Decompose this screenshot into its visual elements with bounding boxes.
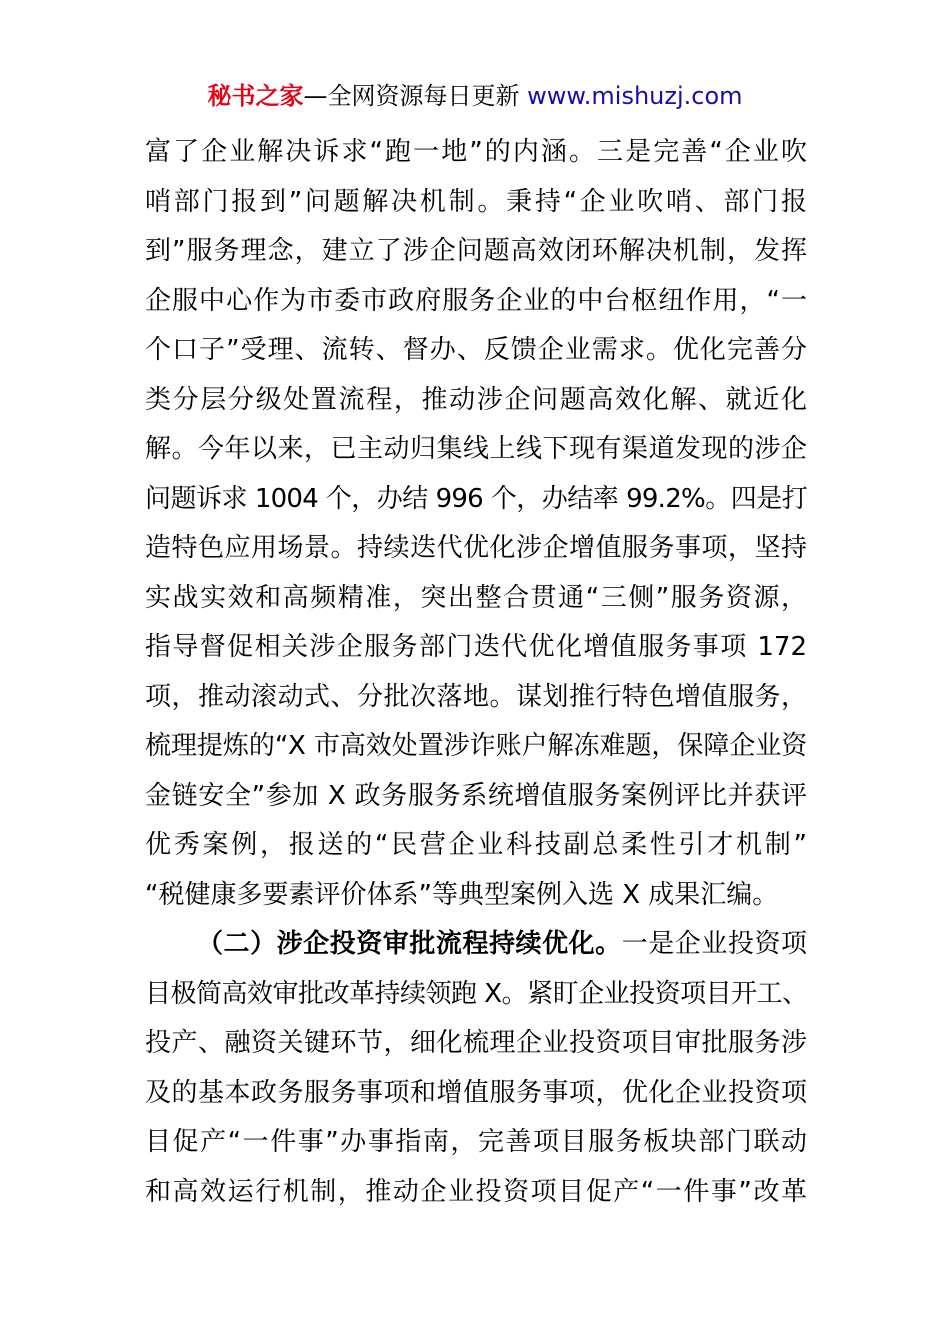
document-body bbox=[145, 128, 807, 1217]
paragraph-line: 个口子”受理、流转、督办、反馈企业需求。优化完善分 bbox=[145, 335, 807, 365]
paragraph-line: 及的基本政务服务事项和增值服务事项，优化企业投资项 bbox=[145, 1077, 807, 1108]
section-first-line-text: 一是企业投资项 bbox=[621, 929, 807, 959]
paragraph-line: 优秀案例，报送的“民营企业科技副总柔性引才机制” bbox=[145, 830, 807, 860]
paragraph-line: 富了企业解决诉求“跑一地”的内涵。三是完善“企业吹 bbox=[145, 137, 807, 167]
site-header bbox=[0, 80, 950, 112]
paragraph-line: 问题诉求 1004 个，办结 996 个，办结率 99.2%。四是打 bbox=[145, 483, 807, 514]
section-heading-line bbox=[145, 920, 807, 970]
paragraph-line: 和高效运行机制，推动企业投资项目促产“一件事”改革 bbox=[145, 1176, 807, 1207]
site-tagline: —全网资源每日更新 bbox=[303, 82, 528, 110]
paragraph-line: 金链安全”参加 X 政务服务系统增值服务案例评比并获评 bbox=[145, 780, 807, 811]
paragraph-line: “税健康多要素评价体系”等典型案例入选 X 成果汇编。 bbox=[145, 879, 779, 910]
paragraph-line: 哨部门报到”问题解决机制。秉持“企业吹哨、部门报 bbox=[145, 186, 807, 217]
paragraph-line: 到”服务理念，建立了涉企问题高效闭环解决机制，发挥 bbox=[145, 236, 807, 266]
paragraph-line: 项，推动滚动式、分批次落地。谋划推行特色增值服务， bbox=[145, 681, 807, 712]
paragraph-line: 企服中心作为市委市政府服务企业的中台枢纽作用，“一 bbox=[145, 285, 807, 316]
paragraph-line: 指导督促相关涉企服务部门迭代优化增值服务事项 172 bbox=[145, 632, 807, 662]
paragraph-line: 目极简高效审批改革持续领跑 X。紧盯企业投资项目开工、 bbox=[145, 978, 808, 1009]
paragraph-line: 类分层分级处置流程，推动涉企问题高效化解、就近化 bbox=[145, 384, 807, 415]
paragraph-line: 梳理提炼的“X 市高效处置涉诈账户解冻难题，保障企业资 bbox=[145, 731, 807, 761]
paragraph-line: 投产、融资关键环节，细化梳理企业投资项目审批服务涉 bbox=[145, 1028, 807, 1058]
paragraph-line: 解。今年以来，已主动归集线上线下现有渠道发现的涉企 bbox=[145, 434, 807, 464]
site-url[interactable]: www.mishuzj.com bbox=[527, 82, 743, 110]
paragraph-line: 造特色应用场景。持续迭代优化涉企增值服务事项，坚持 bbox=[145, 533, 807, 563]
section-heading: （二）涉企投资审批流程持续优化。 bbox=[197, 929, 622, 959]
paragraph-line: 实战实效和高频精准，突出整合贯通“三侧”服务资源， bbox=[145, 582, 807, 613]
site-brand: 秘书之家 bbox=[207, 82, 304, 110]
paragraph-line: 目促产“一件事”办事指南，完善项目服务板块部门联动 bbox=[145, 1127, 807, 1157]
